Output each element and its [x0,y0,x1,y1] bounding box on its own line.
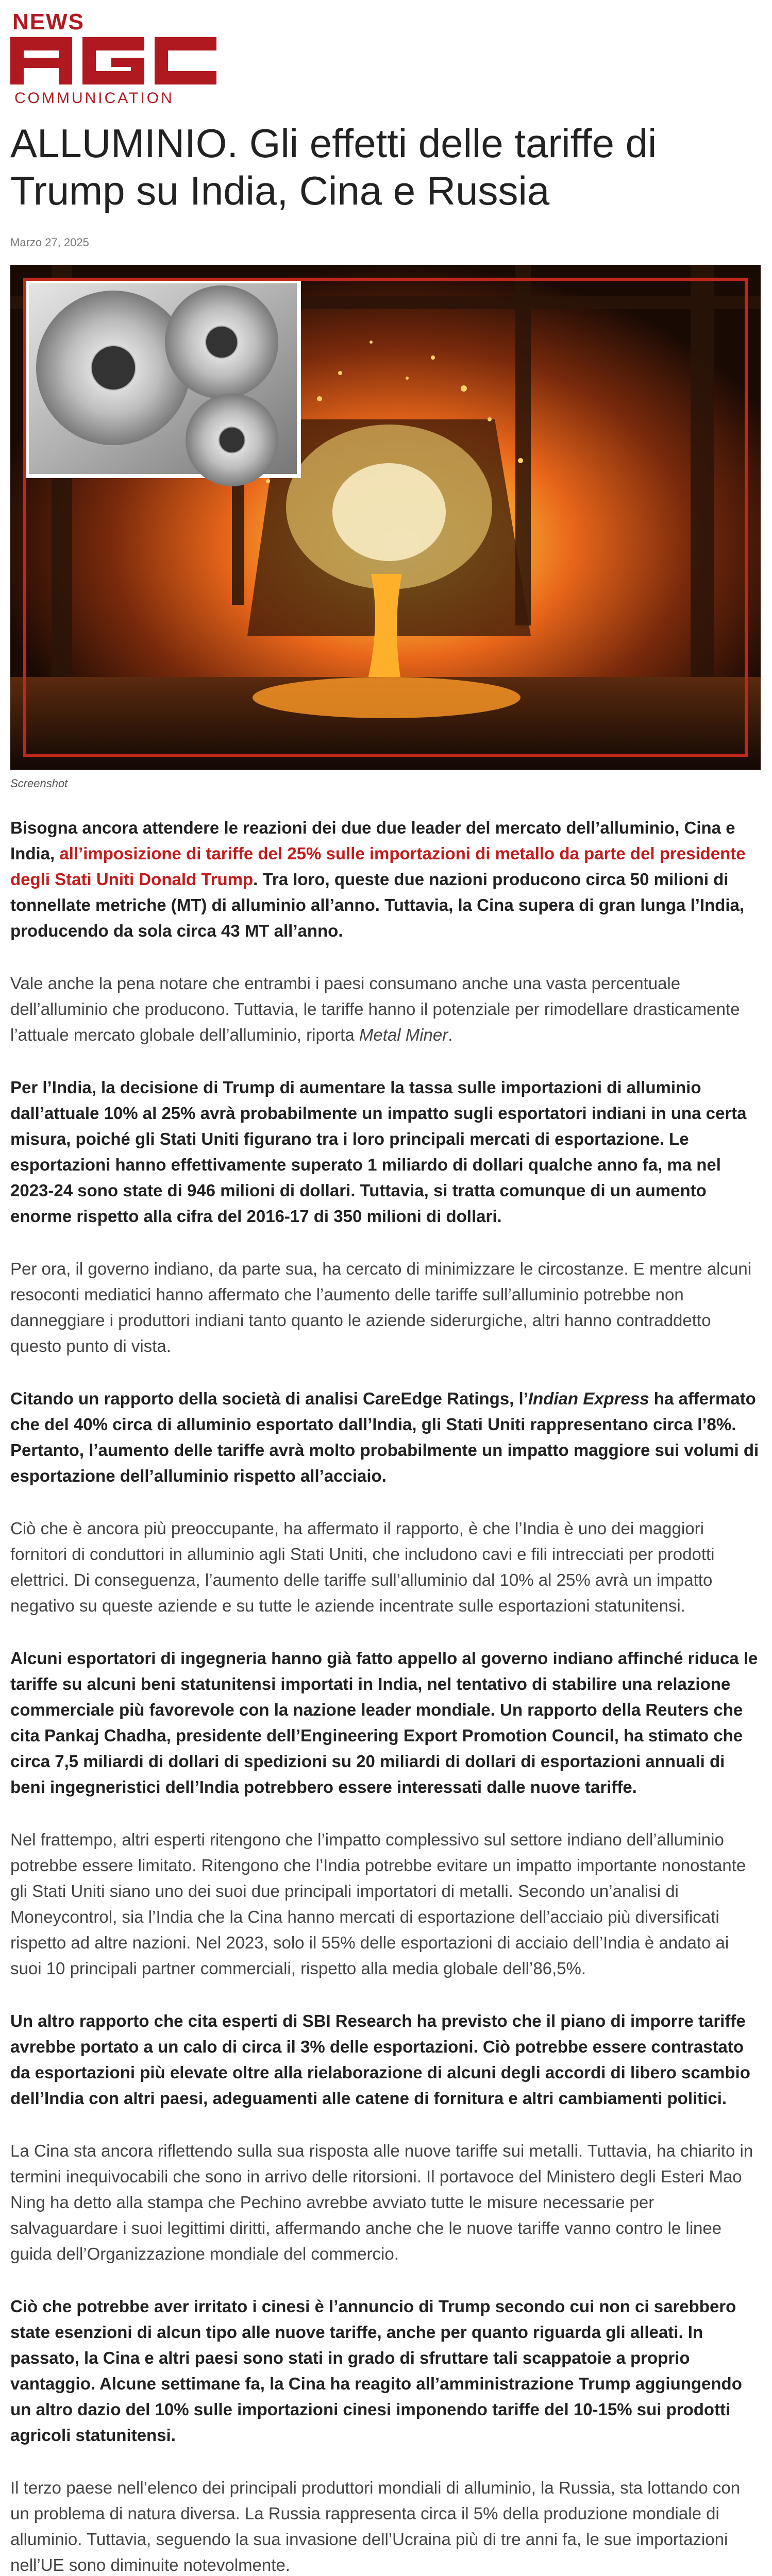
paragraph-text: . Tra loro, queste due nazioni producono circa 50 milioni di tonnellate metriche (MT) di alluminio all’anno. Tuttavia, la Cina supera di gran lunga l’India, producendo da sola circa 43 MT all’anno. [10,870,745,940]
article-paragraph [10,1646,761,1800]
paragraph-text: Per l’India, la decisione di Trump di aumentare la tassa sulle importazioni di alluminio dall’attuale 10% al 25% avrà probabilmente un impatto sugli esportatori indiani in una certa misura, poiché gli Stati Uniti figurano tra i loro principali mercati di esportazione. Le esportazioni hanno effettivamente superato 1 miliardo di dollari qualche anno fa, ma nel 2023-24 sono state di 946 milioni di dollari. Tuttavia, si tratta comunque di un aumento enorme rispetto alla cifra del 2016-17 di 350 milioni di dollari. [10,1078,747,1226]
paragraph-text: Ciò che è ancora più preoccupante, ha affermato il rapporto, è che l’India è uno dei maggiori fornitori di conduttori in alluminio agli Stati Uniti, che includono cavi e fili intrecciati per prodotti elettrici. Di conseguenza, l’aumento delle tariffe sull’alluminio dal 10% al 25% avrà un impatto negativo su queste aziende e su tutte le aziende incentrate sulle esportazioni statunitensi. [10,1519,715,1615]
paragraph-text: Il terzo paese nell’elenco dei principali produttori mondiali di alluminio, la Russia, sta lottando con un problema di natura diversa. La Russia rappresenta circa il 5% della produzione mondiale di alluminio. Tuttavia, seguendo la sua invasione dell’Ucraina più di tre anni fa, le sue importazioni nell’UE sono diminuite notevolmente. [10,2478,741,2574]
site-logo[interactable] [10,7,216,110]
article-paragraph [10,1827,761,1981]
article-paragraph [10,1516,761,1619]
article-date: Marzo 27, 2025 [10,236,89,249]
paragraph-text: Bisogna ancora attendere le reazioni dei due due leader del mercato dell’alluminio, Cina e India, [10,818,735,863]
steel-mill-illustration [10,265,761,770]
paragraph-text: ha affermato che del 40% circa di alluminio esportato dall’India, gli Stati Uniti rappresentano circa l’8%. Pertanto, l’aumento delle tariffe avrà molto probabilmente un impatto maggiore sui volumi di esportazione dell’alluminio rispetto all’acciaio. [10,1389,759,1485]
paragraph-text: Un altro rapporto che cita esperti di SBI Research ha previsto che il piano di imporre tariffe avrebbe portato a un calo di circa il 3% delle esportazioni. Ciò potrebbe essere contrastato da esportazioni più elevate oltre alla rielaborazione di alcuni degli accordi di libero scambio dell’India con altri paesi, adeguamenti alle catene di fornitura e altri cambiamenti politici. [10,2011,750,2108]
article-paragraph [10,971,761,1048]
paragraph-text: Alcuni esportatori di ingegneria hanno già fatto appello al governo indiano affinché riduca le tariffe su alcuni beni statunitensi importati in India, nel tentativo di stabilire una relazione commerciale più favorevole con la nazione leader mondiale. Un rapporto della Reuters che cita Pankaj Chadha, presidente dell’Engineering Export Promotion Council, ha stimato che circa 7,5 miliardi di dollari di spedizioni su 20 miliardi di dollari di esportazioni annuali di beni ingegneristici dell’India potrebbero essere interessati dalle nuove tariffe. [10,1649,758,1797]
article-paragraph [10,2008,761,2111]
logo-news-text: NEWS [12,9,85,35]
article-title: ALLUMINIO. Gli effetti delle tariffe di Trump su India, Cina e Russia [10,121,657,213]
paragraph-text: Ciò che potrebbe aver irritato i cinesi è l’annuncio di Trump secondo cui non ci sarebbero state esenzioni di alcun tipo alle nuove tariffe, anche per quanto riguarda gli alleati. In passato, la Cina e altri paesi sono stati in grado di sfruttare tali scappatoie a proprio vantaggio. Alcune settimane fa, la Cina ha reagito all’amministrazione Trump aggiungendo un altro dazio del 10% sulle importazioni cinesi imponendo tariffe del 10-15% sui prodotti agricoli statunitensi. [10,2297,742,2445]
article-paragraph [10,2475,761,2576]
paragraph-text: Citando un rapporto della società di analisi CareEdge Ratings, l’ [10,1389,528,1408]
article-paragraph [10,815,761,944]
publication-name: Indian Express [528,1389,649,1408]
paragraph-text: Per ora, il governo indiano, da parte sua, ha cercato di minimizzare le circostanze. E mentre alcuni resoconti mediatici hanno affermato che l’aumento delle tariffe sull’alluminio potrebbe non danneggiare i produttori indiani tanto quanto le aziende siderurgiche, altri hanno contraddetto questo punto di vista. [10,1259,752,1355]
article-paragraph [10,1256,761,1359]
paragraph-text: . [448,1025,453,1044]
paragraph-text: Nel frattempo, altri esperti ritengono che l’impatto complessivo sul settore indiano dell’alluminio potrebbe essere limitato. Ritengono che l’India potrebbe evitare un impatto importante nonostante gli Stati Uniti siano uno dei suoi due principali importatori di metalli. Secondo un’analisi di Moneycontrol, sia l’India che la Cina hanno mercati di esportazione dell’acciaio più diversificati rispetto ad altre nazioni. Nel 2023, solo il 55% delle esportazioni di acciaio dell’India è andato ai suoi 10 principali partner commerciali, rispetto alla media globale dell’86,5%. [10,1830,746,1978]
publication-name: Metal Miner [359,1025,448,1044]
logo-communication-text: COMMUNICATION [14,90,174,107]
article-hero-image [10,265,761,770]
paragraph-text: Vale anche la pena notare che entrambi i paesi consumano anche una vasta percentuale dell’alluminio che producono. Tuttavia, le tariffe hanno il potenziale per rimodellare drasticamente l’attuale mercato globale dell’alluminio, riporta [10,974,740,1044]
article-body [10,815,761,2576]
article-paragraph [10,1386,761,1489]
article-paragraph [10,1075,761,1229]
article-paragraph [10,2294,761,2448]
paragraph-text: La Cina sta ancora riflettendo sulla sua risposta alle nuove tariffe sui metalli. Tuttavia, ha chiarito in termini inequivocabili che sono in arrivo delle ritorsioni. Il portavoce del Ministero degli Esteri Mao Ning ha detto alla stampa che Pechino avrebbe avviato tutte le misure necessarie per salvaguardare i suoi legittimi diritti, affermando anche che le nuove tariffe vanno contro le linee guida dell’Organizzazione mondiale del commercio. [10,2141,753,2263]
article-link[interactable]: all’imposizione di tariffe del 25% sulle importazioni di metallo da parte del presidente degli Stati Uniti Donald Trump [10,844,746,889]
image-caption: Screenshot [10,777,68,790]
article-paragraph [10,2138,761,2267]
logo-mark-icon [10,37,216,84]
